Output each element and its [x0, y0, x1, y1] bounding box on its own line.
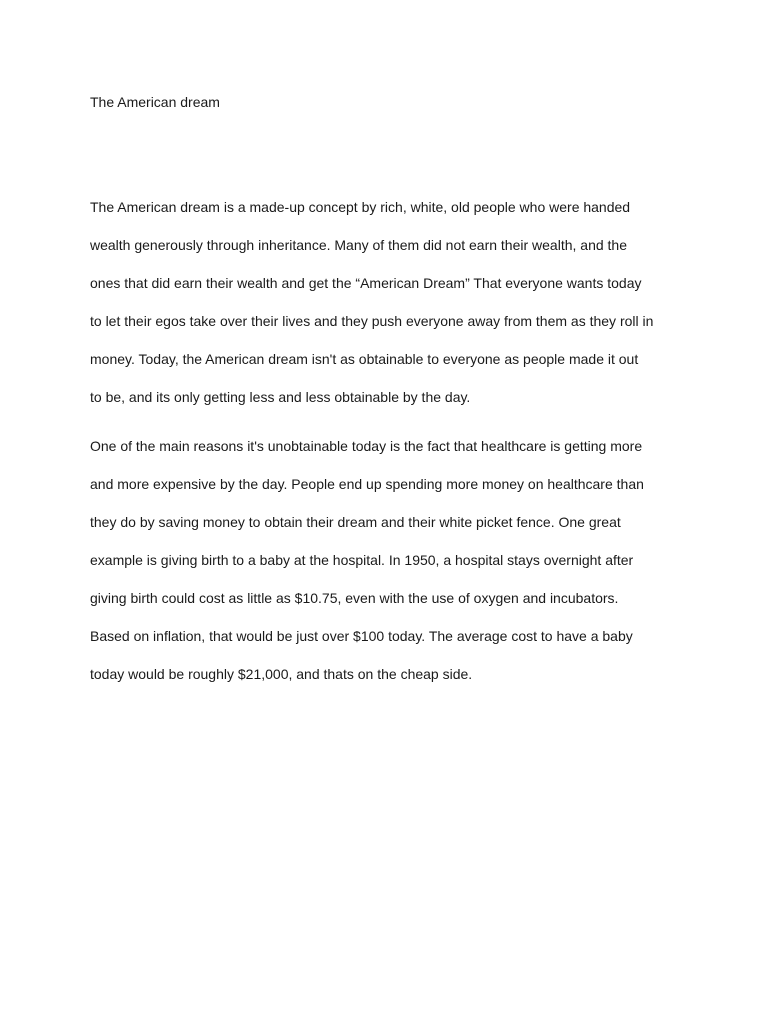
text-line: giving birth could cost as little as $10.75, even with the use of oxygen and incubators.	[90, 590, 619, 606]
document-title: The American dream	[90, 94, 220, 110]
document-body	[90, 93, 674, 693]
text-line: Based on inflation, that would be just over $100 today. The average cost to have a baby	[90, 628, 633, 644]
text-line: One of the main reasons it's unobtainable today is the fact that healthcare is getting more	[90, 438, 643, 454]
paragraph-1	[90, 188, 674, 416]
text-line: and more expensive by the day. People end up spending more money on healthcare than	[90, 476, 644, 492]
text-line: to be, and its only getting less and less obtainable by the day.	[90, 389, 471, 405]
text-line: today would be roughly $21,000, and thats on the cheap side.	[90, 666, 473, 682]
text-line: example is giving birth to a baby at the hospital. In 1950, a hospital stays overnight after	[90, 552, 634, 568]
text-line: they do by saving money to obtain their dream and their white picket fence. One great	[90, 514, 621, 530]
text-line: money. Today, the American dream isn't as obtainable to everyone as people made it out	[90, 351, 639, 367]
paragraph-2	[90, 427, 674, 693]
text-line: to let their egos take over their lives and they push everyone away from them as they roll in	[90, 313, 654, 329]
text-line: The American dream is a made-up concept by rich, white, old people who were handed	[90, 199, 631, 215]
text-line: wealth generously through inheritance. Many of them did not earn their wealth, and the	[90, 237, 627, 253]
text-line: ones that did earn their wealth and get the “American Dream” That everyone wants today	[90, 275, 642, 291]
